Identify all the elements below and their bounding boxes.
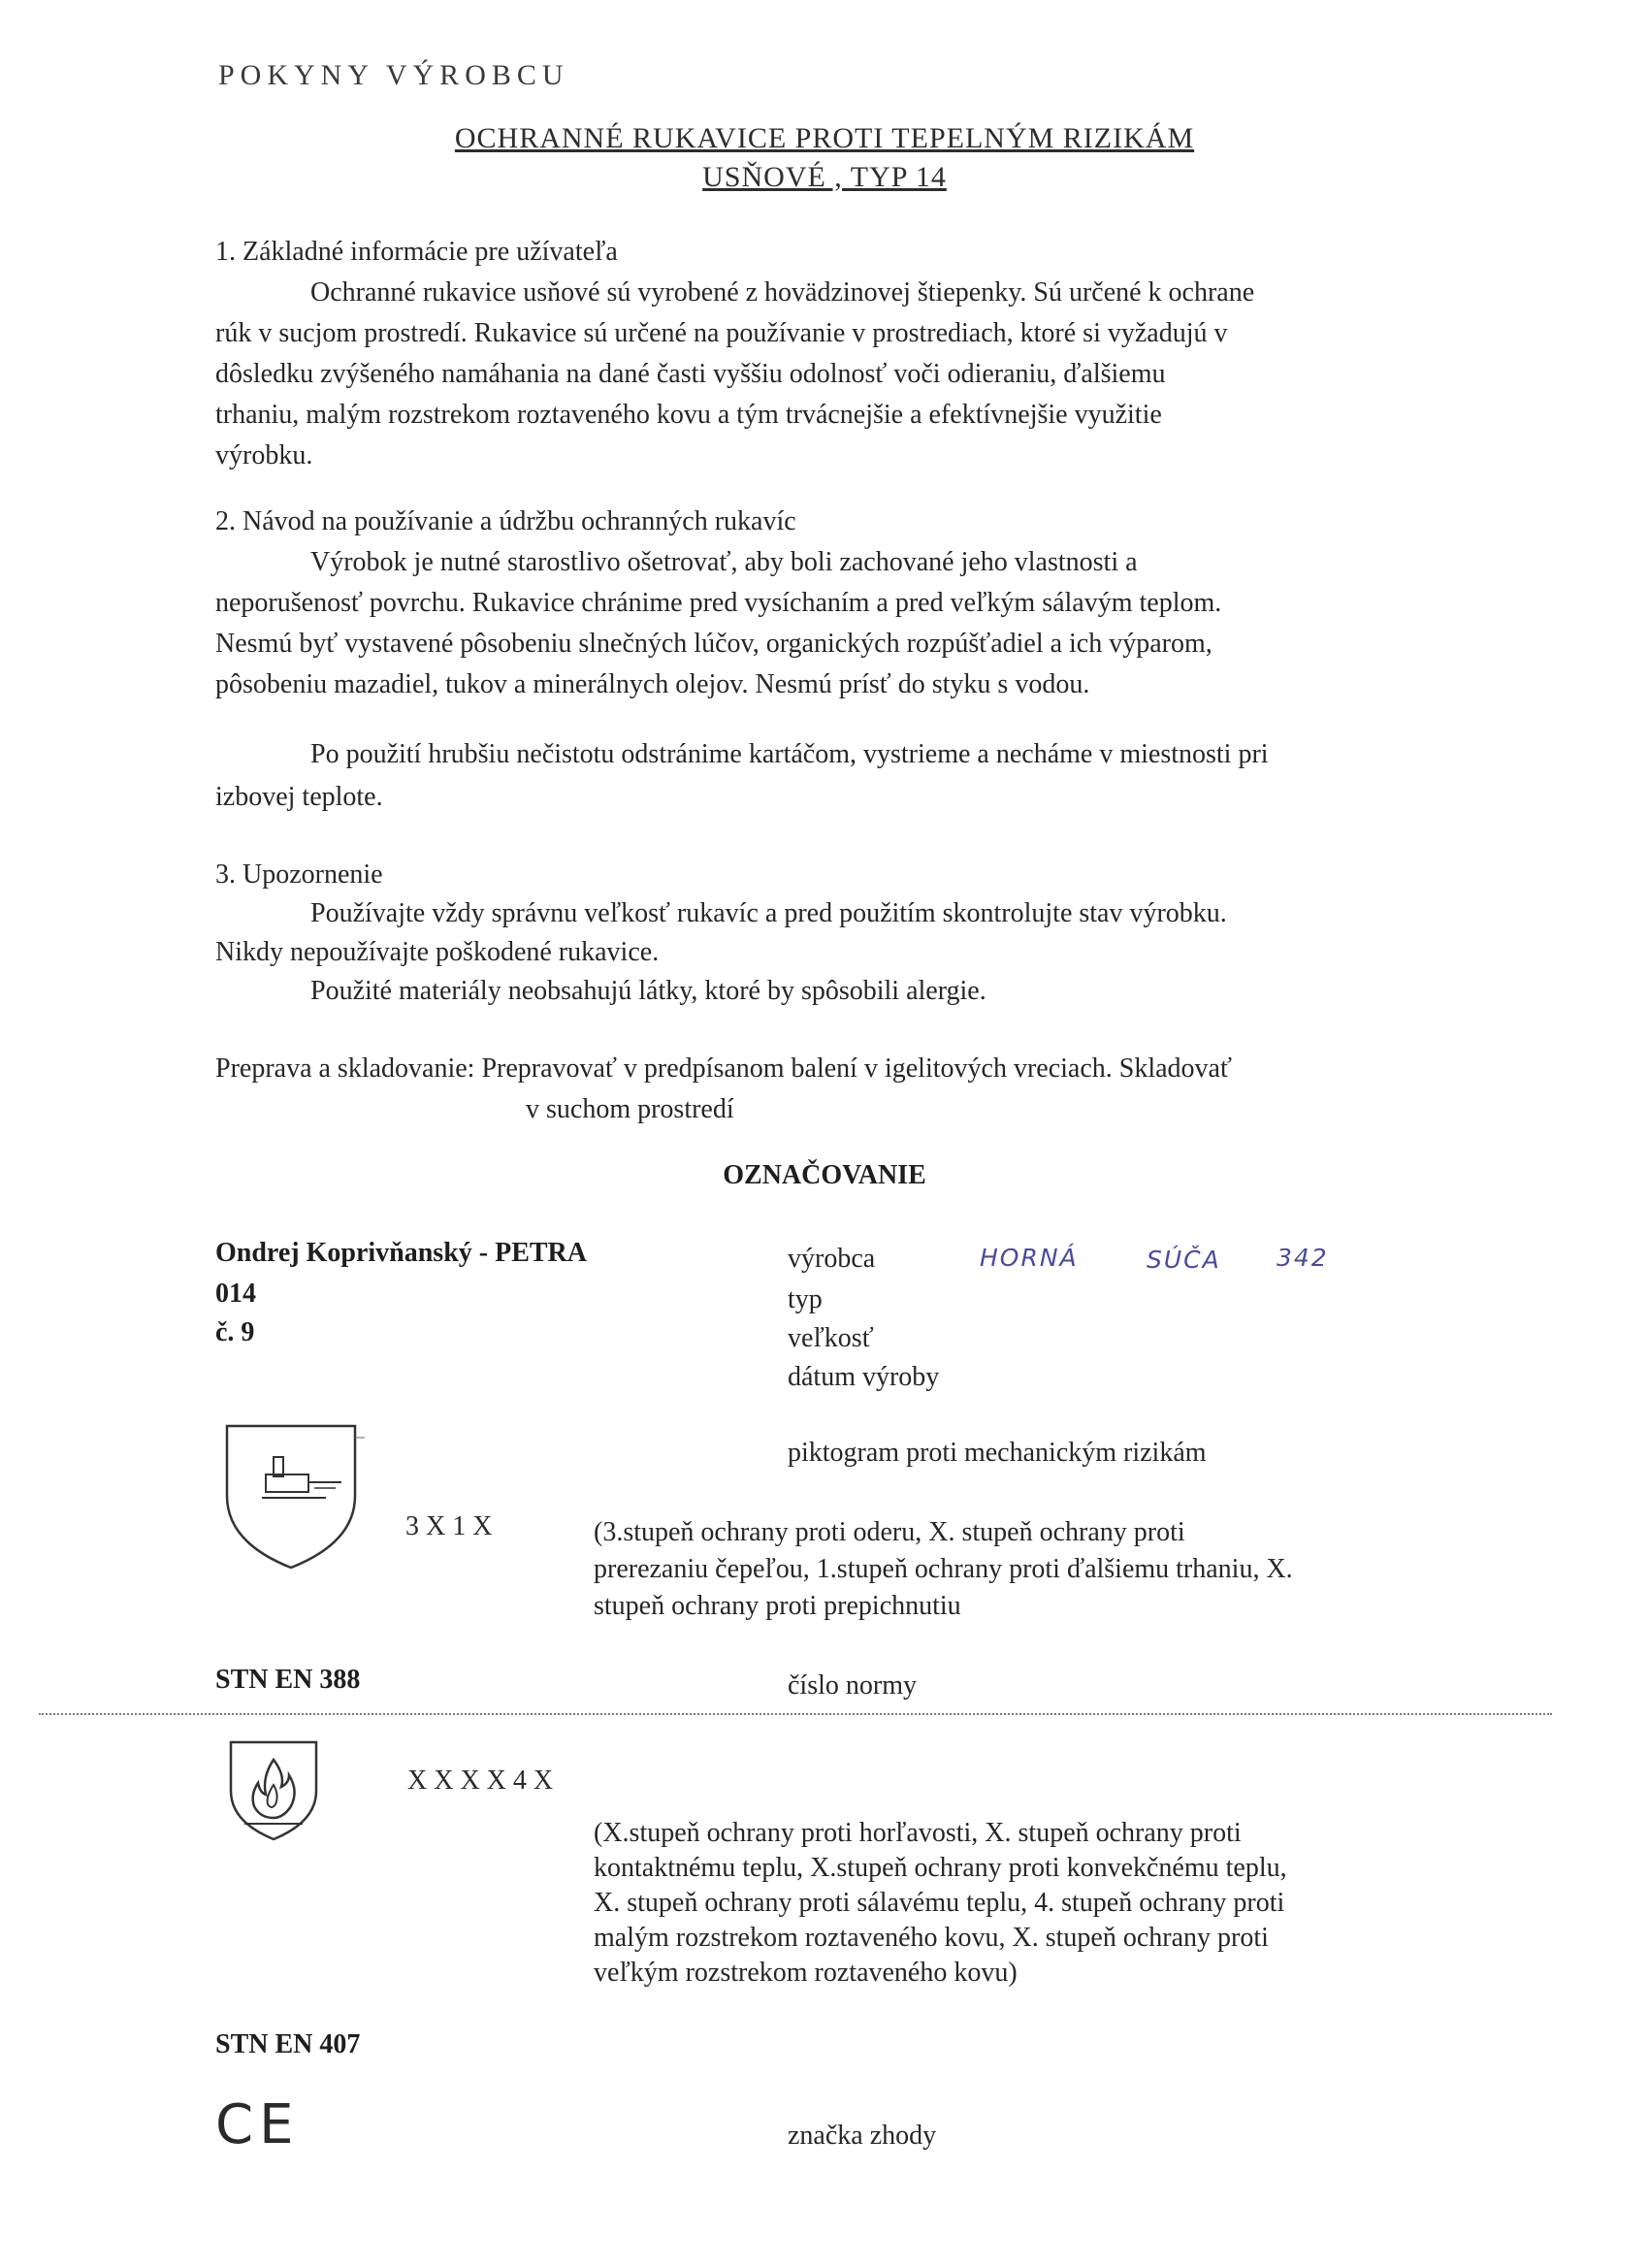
en407-code: XXXX4X (407, 1766, 561, 1796)
section2-line: neporušenosť povrchu. Rukavice chránime pred vysíchaním a pred veľkým sálavým teplom. (215, 588, 1222, 618)
label-production-date: dátum výroby (788, 1362, 940, 1392)
handwritten-word: SÚČA (1147, 1246, 1221, 1274)
marking-heading: OZNAČOVANIE (723, 1160, 926, 1190)
ce-mark: CE (215, 2093, 300, 2156)
handwritten-word: 342 (1277, 1244, 1329, 1272)
section1-line: rúk v sucjom prostredí. Rukavice sú určené na používanie v prostrediach, ktoré si vyžadujú v (215, 318, 1228, 348)
norm-en407: STN EN 407 (215, 2029, 361, 2059)
en407-description: veľkým rozstrekom roztaveného kovu) (594, 1958, 1018, 1988)
flame-shield-icon (225, 1736, 322, 1843)
section1-line: Ochranné rukavice usňové sú vyrobené z hovädzinovej štiepenky. Sú určené k ochrane (310, 277, 1255, 308)
section1-line: výrobku. (215, 440, 313, 470)
label-size: veľkosť (788, 1323, 874, 1353)
section3-line: Nikdy nepoužívajte poškodené rukavice. (215, 937, 660, 967)
transport-line: v suchom prostredí (526, 1094, 734, 1124)
handwritten-word: HORNÁ (980, 1244, 1079, 1272)
cut-page-header: POKYNY VÝROBCU (218, 59, 569, 91)
en407-description: (X.stupeň ochrany proti horľavosti, X. stupeň ochrany proti (594, 1818, 1242, 1848)
section3-line: Používajte vždy správnu veľkosť rukavíc a pred použitím skontrolujte stav výrobku. (310, 898, 1227, 928)
en388-code: 3X1X (405, 1511, 500, 1541)
section2-line: pôsobeniu mazadiel, tukov a minerálnych olejov. Nesmú prísť do styku s vodou. (215, 669, 1090, 699)
manufacturer-name: Ondrej Koprivňanský - PETRA (215, 1238, 587, 1268)
norm-label: číslo normy (788, 1670, 917, 1701)
document-title: OCHRANNÉ RUKAVICE PROTI TEPELNÝM RIZIKÁM (454, 122, 1195, 154)
document-subtitle: USŇOVÉ , TYP 14 (702, 161, 947, 193)
section1-line: trhaniu, malým rozstrekom roztaveného kovu a tým trvácnejšie a efektívnejšie využitie (215, 400, 1162, 430)
section1-heading: 1. Základné informácie pre užívateľa (215, 237, 618, 267)
label-type: typ (788, 1284, 823, 1314)
hammer-shield-icon (219, 1418, 365, 1573)
en407-description: malým rozstrekom roztaveného kovu, X. stupeň ochrany proti (594, 1923, 1269, 1953)
section2-line: Nesmú byť vystavené pôsobeniu slnečných lúčov, organických rozpúšťadiel a ich výparom, (215, 629, 1212, 659)
section2-line: Výrobok je nutné starostlivo ošetrovať, aby boli zachované jeho vlastnosti a (310, 547, 1138, 577)
section3-line: Použité materiály neobsahujú látky, ktoré by spôsobili alergie. (310, 976, 986, 1006)
en388-description: stupeň ochrany proti prepichnutiu (594, 1591, 961, 1621)
section3-heading: 3. Upozornenie (215, 859, 383, 890)
section2-cleaning-line: izbovej teplote. (215, 782, 383, 812)
en388-description: prerezaniu čepeľou, 1.stupeň ochrany proti ďalšiemu trhaniu, X. (594, 1554, 1293, 1584)
size-value: č. 9 (215, 1317, 255, 1347)
section2-heading: 2. Návod na používanie a údržbu ochranných rukavíc (215, 506, 796, 536)
type-value: 014 (215, 1279, 256, 1309)
divider-line (39, 1713, 1552, 1715)
en388-description: (3.stupeň ochrany proti oderu, X. stupeň ochrany proti (594, 1517, 1185, 1547)
transport-line: Preprava a skladovanie: Prepravovať v predpísanom balení v igelitových vreciach. Skladovať (215, 1053, 1232, 1084)
norm-en388: STN EN 388 (215, 1665, 361, 1695)
section1-line: dôsledku zvýšeného namáhania na dané časti vyššiu odolnosť voči odieraniu, ďalšiemu (215, 359, 1166, 389)
en407-description: X. stupeň ochrany proti sálavému teplu, 4. stupeň ochrany proti (594, 1888, 1285, 1918)
section2-cleaning-line: Po použití hrubšiu nečistotu odstránime kartáčom, vystrieme a necháme v miestnosti pri (310, 739, 1269, 769)
ce-label: značka zhody (788, 2121, 937, 2151)
label-manufacturer: výrobca (788, 1244, 876, 1274)
en407-description: kontaktnému teplu, X.stupeň ochrany proti konvekčnému teplu, (594, 1853, 1287, 1883)
pictogram-label: piktogram proti mechanickým rizikám (788, 1438, 1207, 1468)
